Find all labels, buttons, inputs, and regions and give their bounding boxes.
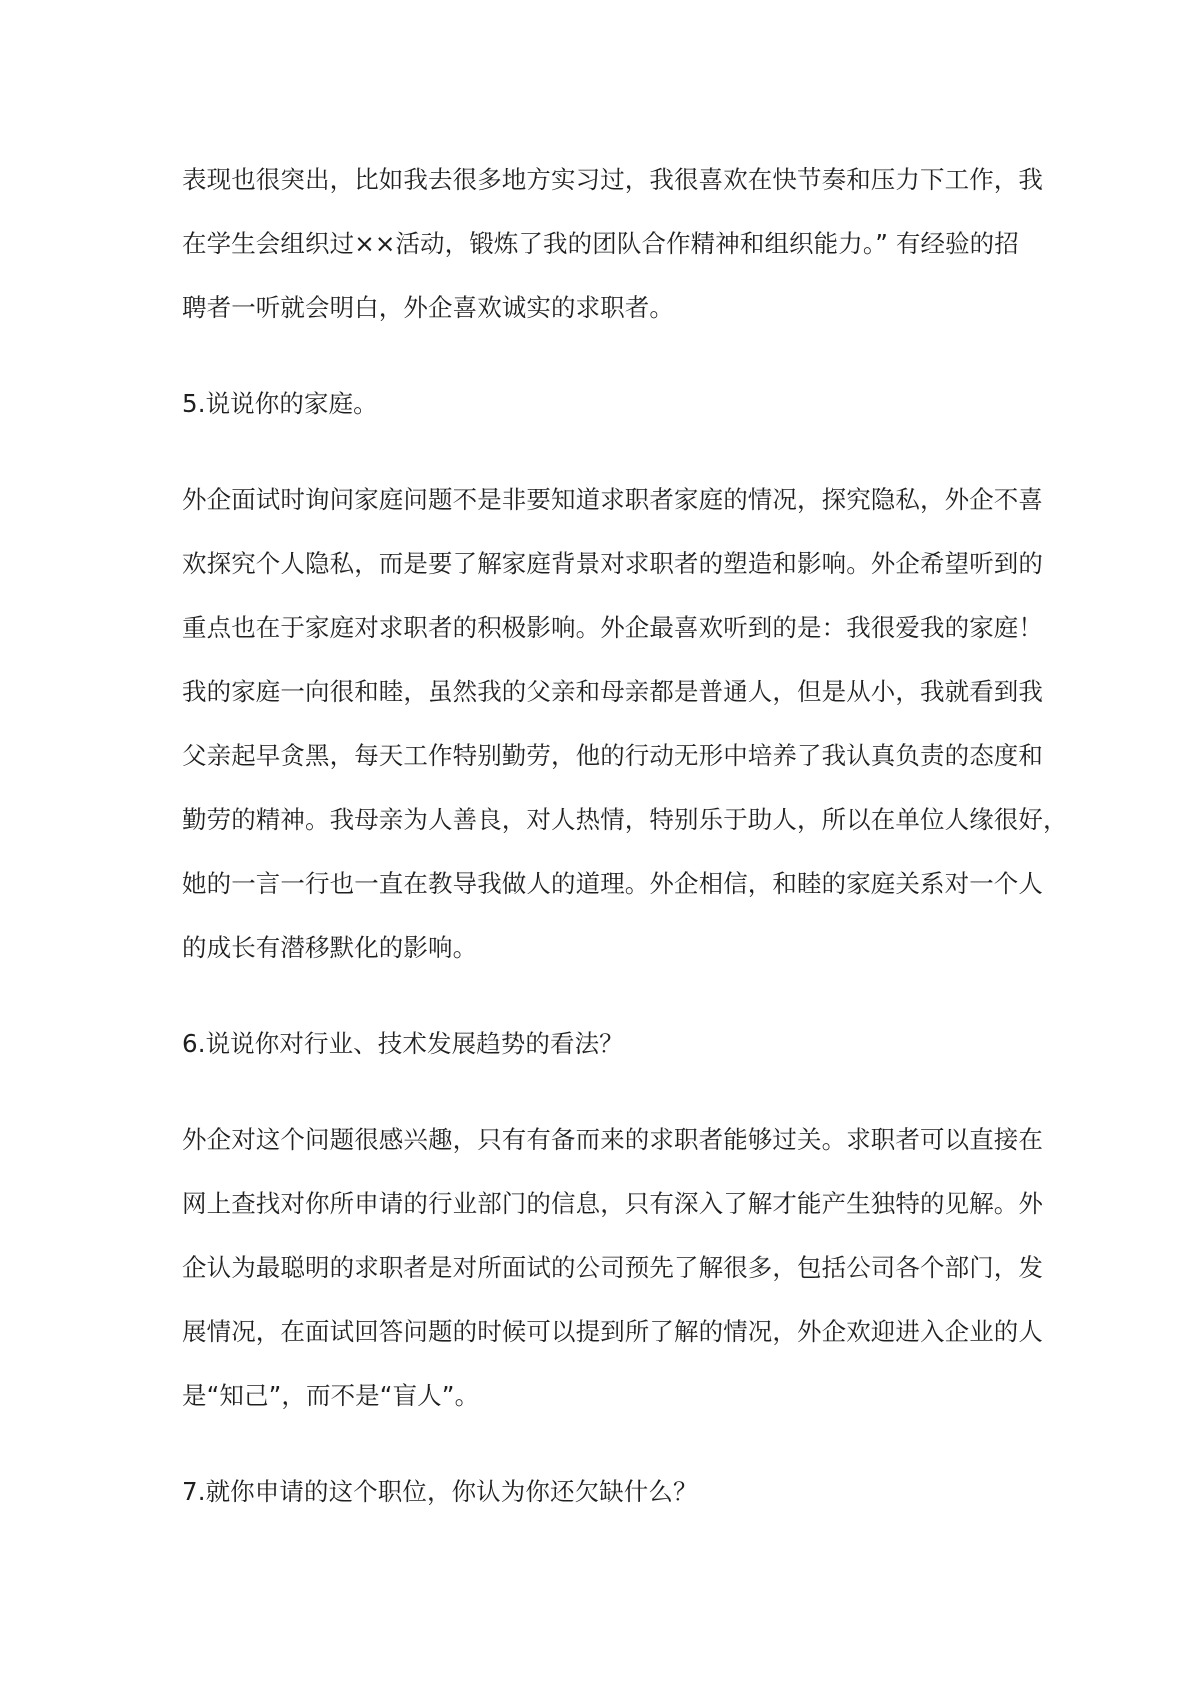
text-line: 欢探究个人隐私，而是要了解家庭背景对求职者的塑造和影响。外企希望听到的 <box>182 549 1043 578</box>
text-line: 企认为最聪明的求职者是对所面试的公司预先了解很多，包括公司各个部门，发 <box>182 1253 1043 1282</box>
answer-paragraph-6 <box>182 1108 1043 1428</box>
text-line: 展情况，在面试回答问题的时候可以提到所了解的情况，外企欢迎进入企业的人 <box>182 1317 1043 1346</box>
question-heading-6 <box>182 1012 1022 1076</box>
text-line: 聘者一听就会明白，外企喜欢诚实的求职者。 <box>182 293 674 322</box>
text-line: 表现也很突出，比如我去很多地方实习过，我很喜欢在快节奏和压力下工作，我 <box>182 165 1043 194</box>
heading-text: 6.说说你对行业、技术发展趋势的看法？ <box>182 1029 624 1058</box>
text-line: 重点也在于家庭对求职者的积极影响。外企最喜欢听到的是：我很爱我的家庭！ <box>182 613 1043 642</box>
heading-text: 5.说说你的家庭。 <box>182 389 378 418</box>
paragraph-continuation <box>182 148 1043 340</box>
text-line: 的成长有潜移默化的影响。 <box>182 933 478 962</box>
heading-text: 7.就你申请的这个职位，你认为你还欠缺什么？ <box>182 1477 698 1506</box>
document-body <box>182 148 1068 1556</box>
text-line: 网上查找对你所申请的行业部门的信息，只有深入了解才能产生独特的见解。外 <box>182 1189 1043 1218</box>
text-line: 勤劳的精神。我母亲为人善良，对人热情，特别乐于助人，所以在单位人缘很好， <box>182 805 1068 834</box>
answer-paragraph-5 <box>182 468 1068 980</box>
text-line: 外企面试时询问家庭问题不是非要知道求职者家庭的情况，探究隐私，外企不喜 <box>182 485 1043 514</box>
question-heading-5 <box>182 372 1022 436</box>
text-line: 她的一言一行也一直在教导我做人的道理。外企相信，和睦的家庭关系对一个人 <box>182 869 1043 898</box>
text-line: 在学生会组织过××活动，锻炼了我的团队合作精神和组织能力。” 有经验的招 <box>182 229 1019 258</box>
text-line: 父亲起早贪黑，每天工作特别勤劳，他的行动无形中培养了我认真负责的态度和 <box>182 741 1043 770</box>
text-line: 外企对这个问题很感兴趣，只有有备而来的求职者能够过关。求职者可以直接在 <box>182 1125 1043 1154</box>
question-heading-7 <box>182 1460 1022 1524</box>
text-line: 是“知己”，而不是“盲人”。 <box>182 1381 480 1410</box>
text-line: 我的家庭一向很和睦，虽然我的父亲和母亲都是普通人，但是从小，我就看到我 <box>182 677 1043 706</box>
